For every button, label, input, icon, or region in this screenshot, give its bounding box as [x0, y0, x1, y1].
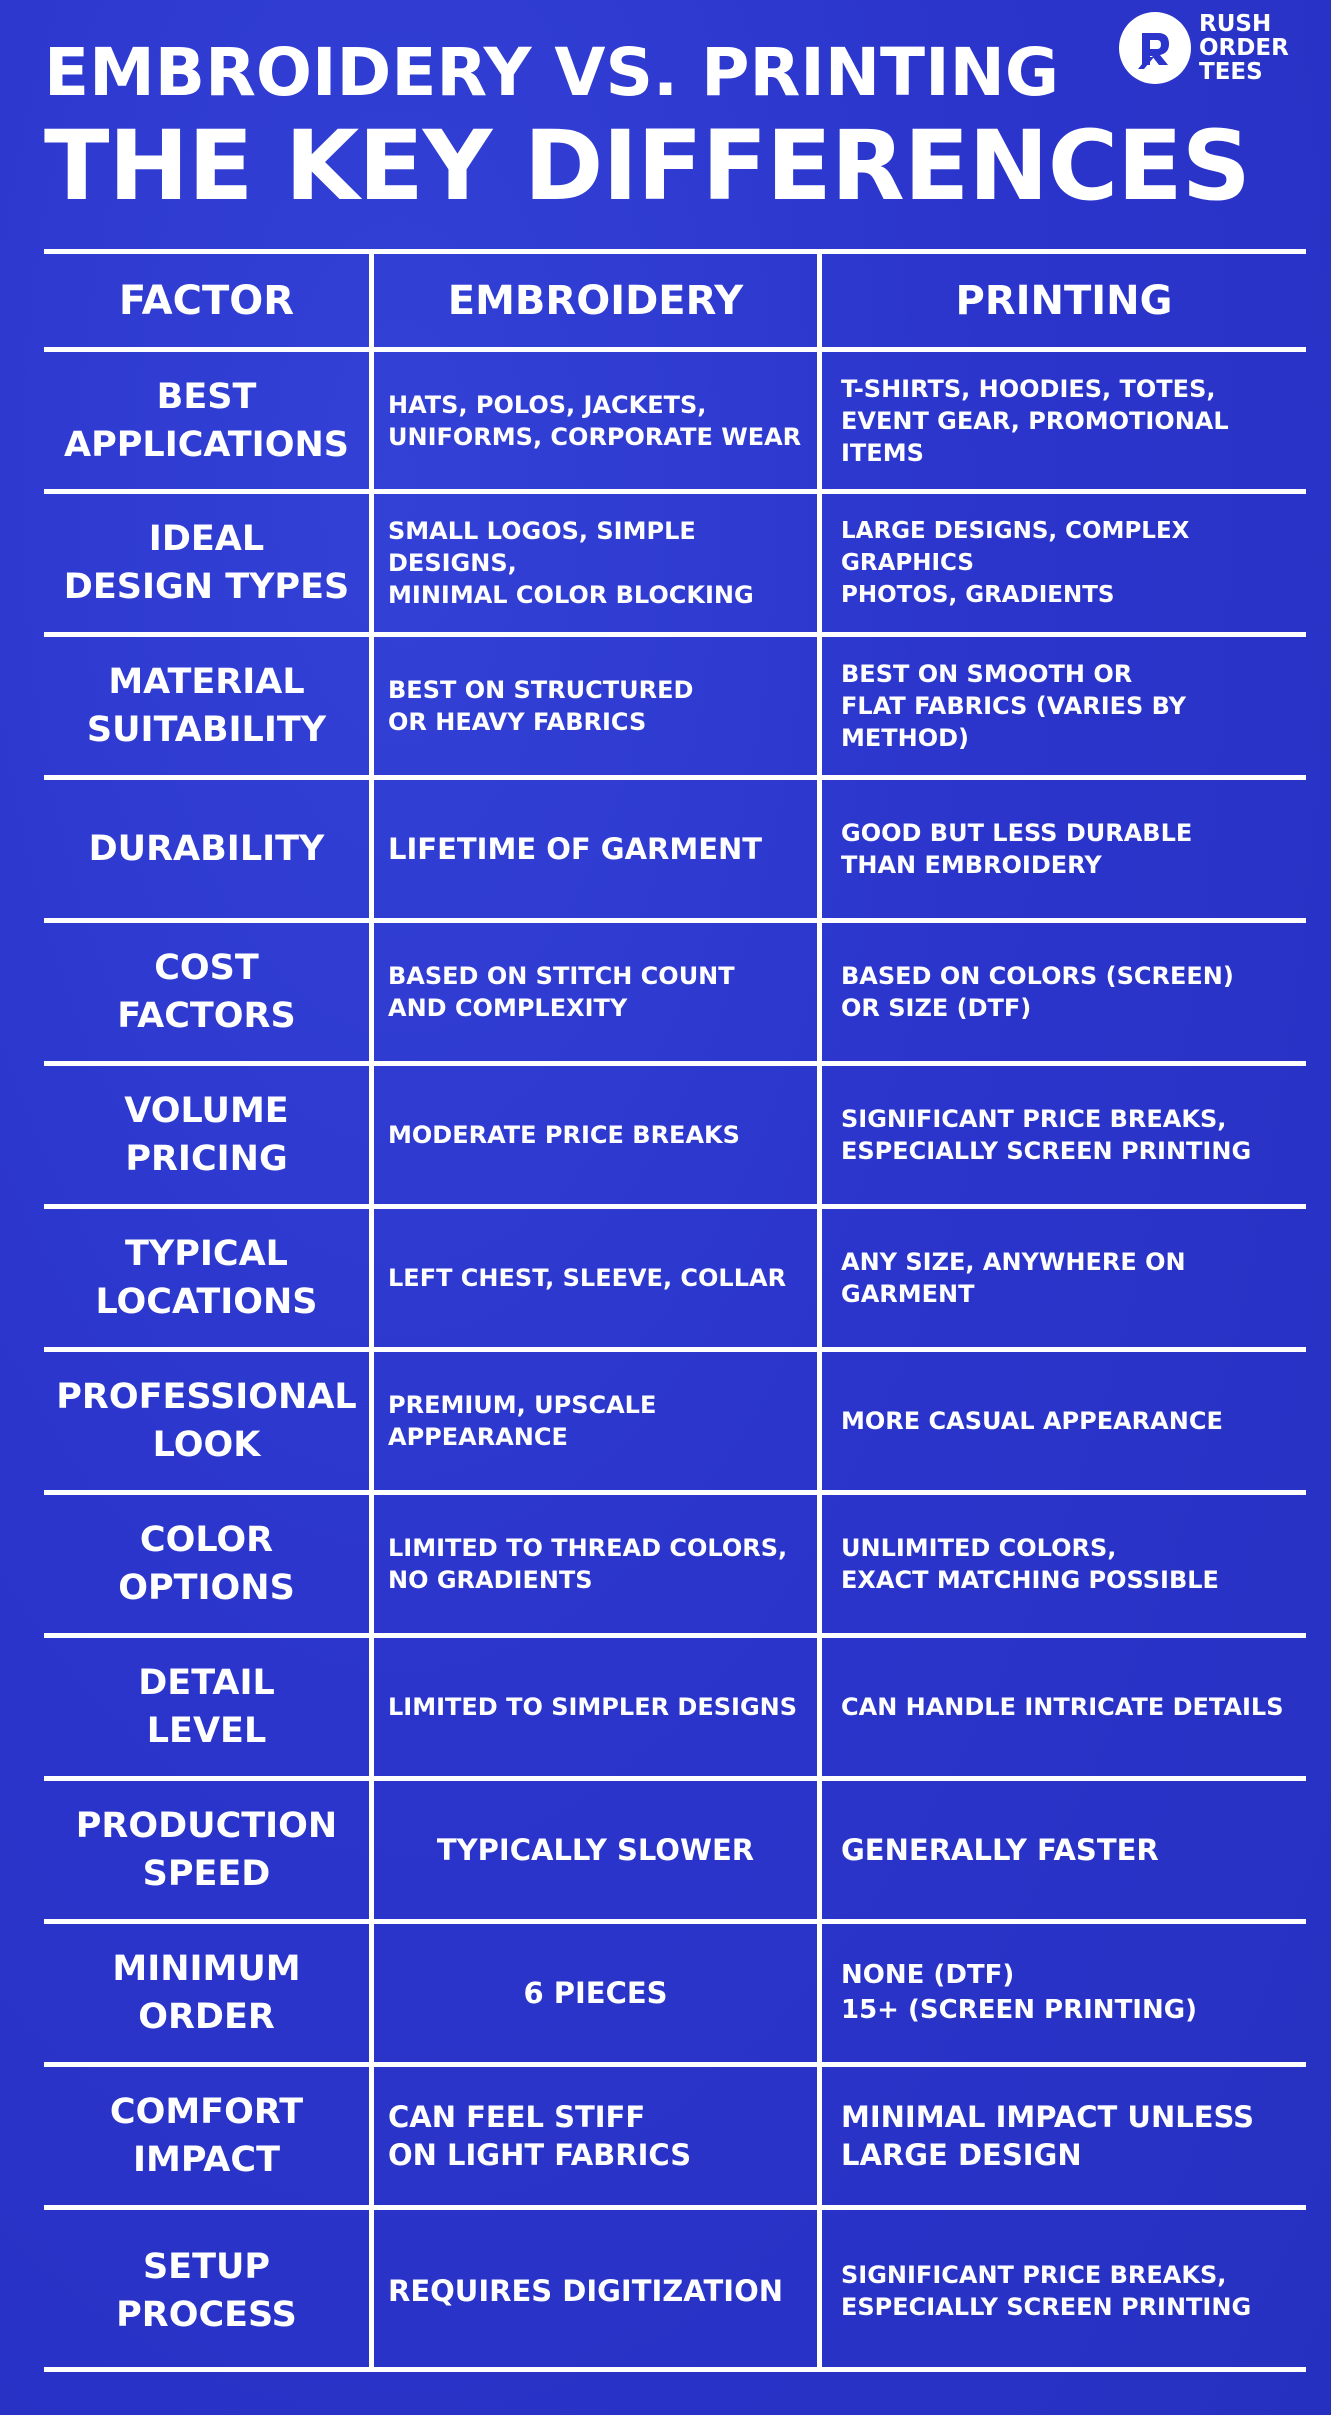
table-row: [44, 2210, 1306, 2372]
table-row: [44, 637, 1306, 780]
table-row: [44, 1495, 1306, 1638]
embroidery-cell: MODERATE PRICE BREAKS: [374, 1066, 822, 1204]
r-logo-icon: [1119, 12, 1191, 84]
brand-name-line: TEES: [1199, 59, 1263, 85]
embroidery-cell: BASED ON STITCH COUNT AND COMPLEXITY: [374, 923, 822, 1061]
printing-cell: BASED ON COLORS (SCREEN) OR SIZE (DTF): [841, 962, 1234, 1022]
embroidery-cell: TYPICALLY SLOWER: [374, 1781, 822, 1919]
printing-cell: MORE CASUAL APPEARANCE: [841, 1407, 1223, 1435]
printing-cell: MINIMAL IMPACT UNLESS LARGE DESIGN: [841, 2100, 1255, 2172]
factor-cell: MATERIAL SUITABILITY: [44, 637, 374, 775]
factor-cell: BEST APPLICATIONS: [44, 352, 374, 489]
factor-cell: COLOR OPTIONS: [44, 1495, 374, 1633]
embroidery-cell: 6 PIECES: [374, 1924, 822, 2062]
factor-cell: COMFORT IMPACT: [44, 2067, 374, 2205]
factor-cell: PRODUCTION SPEED: [44, 1781, 374, 1919]
factor-cell: IDEAL DESIGN TYPES: [44, 494, 374, 632]
table-row: [44, 1209, 1306, 1352]
factor-cell: TYPICAL LOCATIONS: [44, 1209, 374, 1347]
embroidery-cell: CAN FEEL STIFF ON LIGHT FABRICS: [374, 2067, 822, 2205]
printing-cell: ANY SIZE, ANYWHERE ON GARMENT: [841, 1248, 1186, 1308]
table-header-row: [44, 254, 1306, 352]
table-row: [44, 923, 1306, 1066]
factor-cell: COST FACTORS: [44, 923, 374, 1061]
embroidery-cell: SMALL LOGOS, SIMPLE DESIGNS, MINIMAL COLOR BLOCKING: [374, 494, 822, 632]
brand-logo: [1119, 12, 1289, 84]
brand-name-line: RUSH: [1199, 11, 1272, 37]
embroidery-cell: BEST ON STRUCTURED OR HEAVY FABRICS: [374, 637, 822, 775]
printing-cell: SIGNIFICANT PRICE BREAKS, ESPECIALLY SCREEN PRINTING: [841, 1105, 1252, 1165]
brand-name: [1199, 12, 1289, 84]
table-row: [44, 494, 1306, 637]
table-row: [44, 1066, 1306, 1209]
factor-cell: MINIMUM ORDER: [44, 1924, 374, 2062]
embroidery-cell: LEFT CHEST, SLEEVE, COLLAR: [374, 1209, 822, 1347]
column-header-factor: FACTOR: [44, 254, 374, 347]
printing-cell: GENERALLY FASTER: [841, 1833, 1159, 1867]
title-line-2: THE KEY DIFFERENCES: [44, 110, 1250, 222]
factor-cell: SETUP PROCESS: [44, 2210, 374, 2372]
embroidery-cell: PREMIUM, UPSCALE APPEARANCE: [374, 1352, 822, 1490]
printing-cell: GOOD BUT LESS DURABLE THAN EMBROIDERY: [841, 819, 1193, 879]
table-row: [44, 1781, 1306, 1924]
table-row: [44, 352, 1306, 494]
table-row: [44, 1352, 1306, 1495]
factor-cell: PROFESSIONAL LOOK: [44, 1352, 374, 1490]
table-row: [44, 780, 1306, 923]
printing-cell: CAN HANDLE INTRICATE DETAILS: [841, 1693, 1284, 1721]
embroidery-cell: LIFETIME OF GARMENT: [374, 780, 822, 918]
printing-cell: LARGE DESIGNS, COMPLEX GRAPHICS PHOTOS, GRADIENTS: [841, 518, 1190, 608]
embroidery-cell: HATS, POLOS, JACKETS, UNIFORMS, CORPORATE WEAR: [374, 352, 822, 489]
embroidery-cell: LIMITED TO THREAD COLORS, NO GRADIENTS: [374, 1495, 822, 1633]
printing-cell: SIGNIFICANT PRICE BREAKS, ESPECIALLY SCREEN PRINTING: [841, 2261, 1252, 2321]
title-line-1: EMBROIDERY VS. PRINTING: [44, 34, 1060, 111]
printing-cell: NONE (DTF) 15+ (SCREEN PRINTING): [841, 1960, 1197, 2025]
column-header-embroidery: EMBROIDERY: [374, 254, 822, 347]
column-header-printing: PRINTING: [955, 277, 1173, 324]
embroidery-cell: REQUIRES DIGITIZATION: [374, 2210, 822, 2372]
comparison-table: [44, 249, 1306, 2372]
factor-cell: DETAIL LEVEL: [44, 1638, 374, 1776]
printing-cell: T-SHIRTS, HOODIES, TOTES, EVENT GEAR, PROMOTIONAL ITEMS: [841, 374, 1229, 467]
factor-cell: VOLUME PRICING: [44, 1066, 374, 1204]
table-row: [44, 2067, 1306, 2210]
brand-name-line: ORDER: [1199, 35, 1289, 61]
table-row: [44, 1924, 1306, 2067]
embroidery-cell: LIMITED TO SIMPLER DESIGNS: [374, 1638, 822, 1776]
printing-cell: BEST ON SMOOTH OR FLAT FABRICS (VARIES BY METHOD): [841, 660, 1187, 752]
factor-cell: DURABILITY: [44, 780, 374, 918]
table-row: [44, 1638, 1306, 1781]
printing-cell: UNLIMITED COLORS, EXACT MATCHING POSSIBLE: [841, 1534, 1219, 1594]
